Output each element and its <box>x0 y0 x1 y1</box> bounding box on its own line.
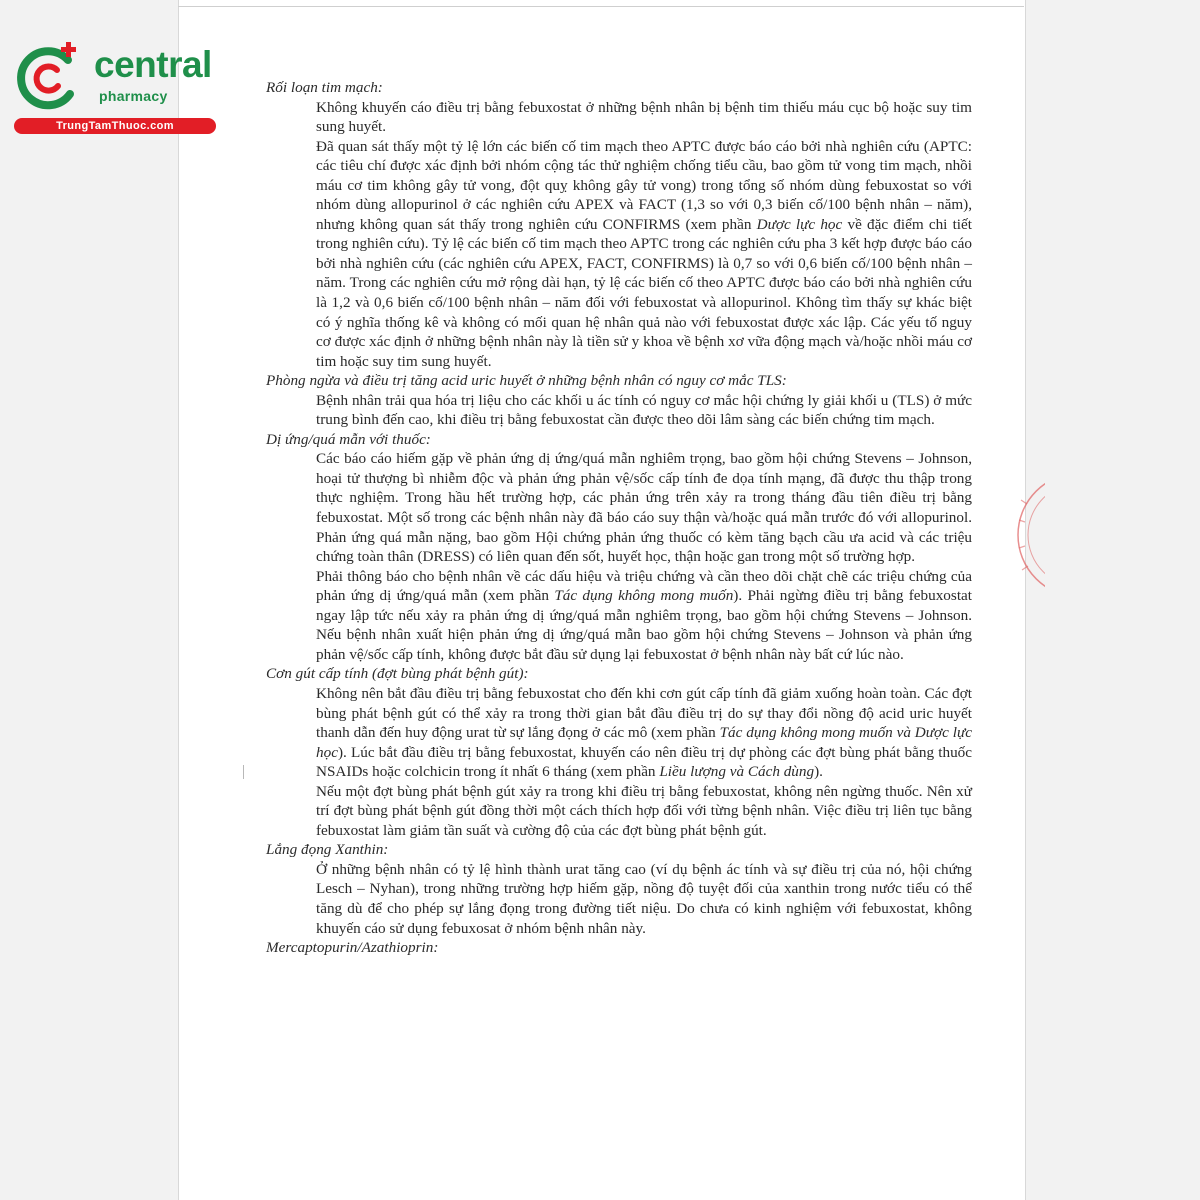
italic-reference: Liều lượng và Cách dùng <box>659 763 815 781</box>
text-run: Không nên bắt đầu điều trị bằng febuxostat cho đến khi cơn gút cấp tính đã giảm xuống hoàn toàn. Các đợt bùng phát bệnh gút có thể xảy ra trong thời gian bắt đầu điều trị do sự thay đổi nồng độ acid uric huyết thanh dẫn đến huy động urat từ sự lắng đọng ở các mô (xem phần <box>316 684 972 742</box>
text-run: ). <box>814 763 823 781</box>
text-run: Đã quan sát thấy một tỷ lệ lớn các biến cố tim mạch theo APTC được báo cáo bởi nhà nghiên cứu (APTC: các tiêu chí được xác định bởi nhóm cộng tác thử nghiệm chống tiểu cầu, bao gồm tử vong tim mạch, nhồi máu cơ tim không gây tử vong, đột quỵ không gây tử vong) trong tổng số nhóm dùng febuxostat so với nhóm dùng allopurinol ở các nghiên cứu APEX và FACT (1,3 so với 0,3 biến cố/100 bệnh nhân – năm), nhưng không quan sát thấy trong nghiên cứu CONFIRMS (xem phần <box>316 137 972 233</box>
italic-reference: Tác dụng không mong muốn <box>554 587 734 605</box>
text-run: ). Phải ngừng điều trị bằng febuxostat ngay lập tức nếu xảy ra phản ứng dị ứng/quá mẫn nghiêm trọng, bao gồm hội chứng Stevens – Johnson. Nếu bệnh nhân xuất hiện phản ứng dị ứng/quá mẫn bao gồm hội chứng Stevens – Johnson và phản ứng phản vệ/sốc cấp tính, không được bắt đầu sử dụng lại febuxostat ở bệnh nhân này bất cứ lúc nào. <box>316 587 972 663</box>
paragraph-tls-1: Bệnh nhân trải qua hóa trị liệu cho các khối u ác tính có nguy cơ mắc hội chứng ly giải khối u (TLS) ở mức trung bình đến cao, khi điều trị bằng febuxostat cần được theo dõi lâm sàng các biến chứng tim mạch. <box>316 391 972 429</box>
pharmacy-logo <box>8 38 218 138</box>
scan-mark <box>243 765 246 779</box>
central-logo-icon <box>8 38 88 118</box>
paragraph-gout-2: Nếu một đợt bùng phát bệnh gút xảy ra trong khi điều trị bằng febuxostat, không nên ngừng thuốc. Nên xử trí đợt bùng phát bệnh gút đồng thời một cách thích hợp đối với từng bệnh nhân. Việc điều trị liên tục bằng febuxostat làm giảm tần suất và cường độ của các đợt bùng phát bệnh gút. <box>316 782 972 839</box>
italic-reference: Dược lực học <box>756 215 843 233</box>
document-body <box>266 78 972 958</box>
section-heading-tls: Phòng ngừa và điều trị tăng acid uric huyết ở những bệnh nhân có nguy cơ mắc TLS: <box>266 372 787 390</box>
paragraph-cardio-1: Không khuyến cáo điều trị bằng febuxostat ở những bệnh nhân bị bệnh tim thiếu máu cục bộ hoặc suy tim sung huyết. <box>316 98 972 136</box>
logo-subtitle: pharmacy <box>99 88 168 104</box>
text-run: về đặc điểm chi tiết trong nghiên cứu). Tỷ lệ các biến cố tim mạch theo APTC trong các nghiên cứu pha 3 kết hợp được báo cáo bởi nhà nghiên cứu (các nghiên cứu APEX, FACT, CONFIRMS) là 0,7 so với 0,6 biến cố/100 bệnh nhân – năm. Trong các nghiên cứu mở rộng dài hạn, tỷ lệ các biến cố theo APTC được báo cáo bởi nhà nghiên cứu là 1,2 và 0,6 biến cố/100 bệnh nhân – năm đối với febuxostat và allopurinol. Không tìm thấy sự khác biệt có ý nghĩa thống kê và không có mối quan hệ nhân quả nào với febuxostat được xác lập. Các yếu tố nguy cơ được xác định ở những bệnh nhân này là tiền sử y khoa về bệnh xơ vữa động mạch và/hoặc nhồi máu cơ tim hoặc suy tim sung huyết. <box>316 215 972 370</box>
section-heading-allergy: Dị ứng/quá mẫn với thuốc: <box>266 430 431 448</box>
logo-website: TrungTamThuoc.com <box>14 118 216 134</box>
text-run: Phải thông báo cho bệnh nhân về các dấu hiệu và triệu chứng và cần theo dõi chặt chẽ các triệu chứng của phản ứng dị ứng/quá mẫn (xem phần <box>316 567 972 605</box>
paragraph-gout-1 <box>316 684 972 782</box>
paragraph-allergy-1: Các báo cáo hiếm gặp về phản ứng dị ứng/quá mẫn nghiêm trọng, bao gồm hội chứng Stevens – Johnson, hoại tử thượng bì nhiễm độc và phản ứng phản vệ/sốc cấp tính đe dọa tính mạng, đã được thu thập trong thực nghiệm. Trong hầu hết trường hợp, các phản ứng trên xảy ra trong tháng đầu tiên điều trị bằng febuxostat. Một số trong các bệnh nhân này đã báo cáo suy thận và/hoặc quá mẫn trước đó với allopurinol. Phản ứng quá mẫn nặng, bao gồm Hội chứng phản ứng thuốc có kèm tăng bạch cầu ưa acid và các triệu chứng toàn thân (DRESS) có liên quan đến sốt, huyết học, thận hoặc gan trong một số trường hợp. <box>316 450 972 566</box>
page-top-edge <box>178 6 1024 7</box>
text-run: ). Lúc bắt đầu điều trị bằng febuxostat, khuyến cáo nên điều trị dự phòng các đợt bùng phát bằng thuốc NSAIDs hoặc colchicin trong ít nhất 6 tháng (xem phần <box>316 743 972 781</box>
italic-reference: Tác dụng không mong muốn và Dược lực học <box>316 724 972 761</box>
logo-brand-text: central <box>94 44 212 85</box>
red-stamp-icon <box>1005 460 1045 610</box>
paragraph-xanthine-1: Ở những bệnh nhân có tỷ lệ hình thành urat tăng cao (ví dụ bệnh ác tính và sự điều trị của nó, hội chứng Lesch – Nyhan), trong những trường hợp hiếm gặp, nồng độ tuyệt đối của xanthin trong nước tiểu có thể tăng dù để cho phép sự lắng đọng trong đường tiết niệu. Do chưa có kinh nghiệm với febuxostat, không khuyến cáo sử dụng febuxosat ở nhóm bệnh nhân này. <box>316 860 972 937</box>
paragraph-cardio-2 <box>316 137 972 372</box>
section-heading-gout: Cơn gút cấp tính (đợt bùng phát bệnh gút): <box>266 665 529 683</box>
paragraph-allergy-2 <box>316 567 972 665</box>
section-heading-cardio: Rối loạn tim mạch: <box>266 79 383 96</box>
section-heading-mercapto: Mercaptopurin/Azathioprin: <box>266 939 439 957</box>
section-heading-xanthine: Lắng đọng Xanthin: <box>266 841 389 859</box>
